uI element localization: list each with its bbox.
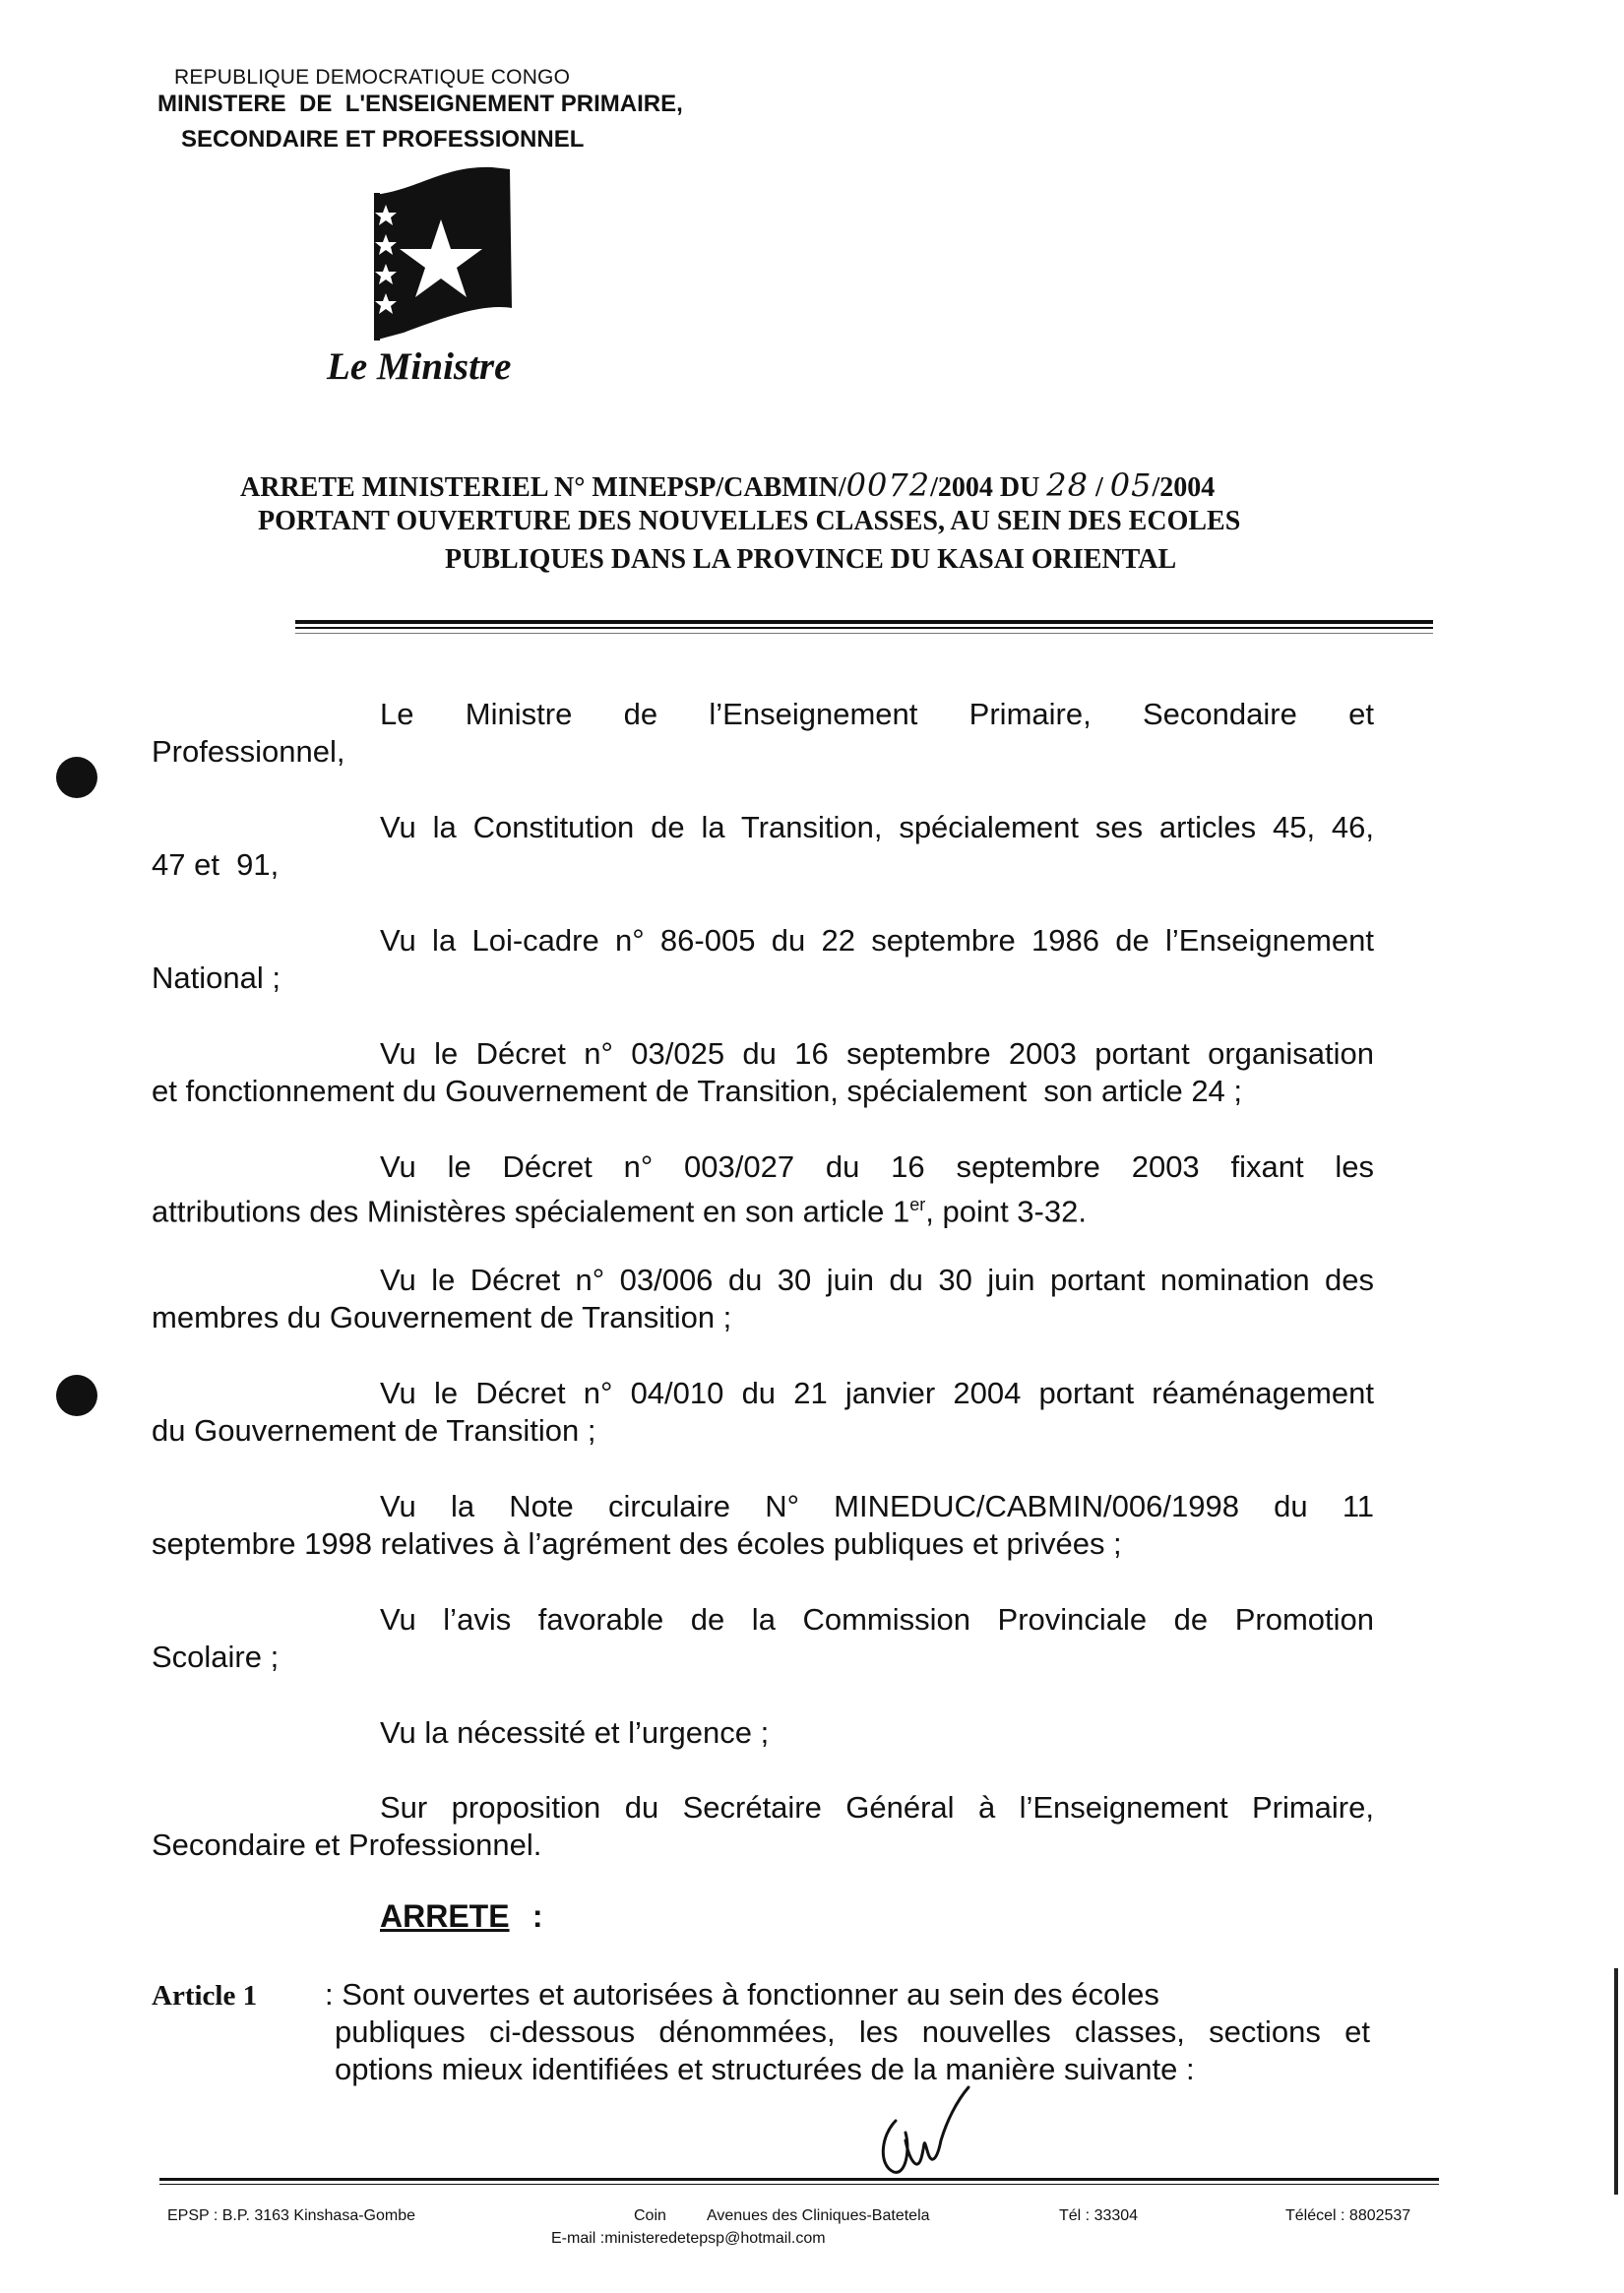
country-name: REPUBLIQUE DEMOCRATIQUE CONGO [174, 66, 571, 89]
footer-avenues: Avenues des Cliniques-Batetela [707, 2207, 930, 2224]
decree-title-prefix: ARRETE MINISTERIEL N° MINEPSP/CABMIN/ [240, 472, 846, 503]
decree-number-handwritten: 0072 [845, 466, 931, 504]
signatory-title: Le Ministre [327, 345, 512, 388]
preamble-decret-003-027-line2: attributions des Ministères spécialement en son article 1er, point 3-32. [152, 1194, 1087, 1229]
decree-title-line2: PORTANT OUVERTURE DES NOUVELLES CLASSES, AU SEIN DES ECOLES [258, 506, 1241, 536]
preamble-decret-03-006: Vu le Décret n° 03/006 du 30 juin du 30 juin portant nomination des membres du Gouvernement de Transition ; [152, 1263, 1374, 1334]
punch-hole-mark [56, 757, 97, 798]
article-1-text: : Sont ouvertes et autorisées à fonctionner au sein des écoles publiques ci-dessous dénommées, les nouvelles classes, sections et options mieux identifiées et structurées de la manière suivante : [325, 1977, 1370, 2086]
preamble-necessite: Vu la nécessité et l’urgence ; [380, 1715, 770, 1750]
decree-title-line3: PUBLIQUES DANS LA PROVINCE DU KASAI ORIENTAL [445, 544, 1177, 575]
date-separator: / [1089, 472, 1110, 503]
scan-edge-mark [1614, 1968, 1618, 2195]
preamble-constitution: Vu la Constitution de la Transition, spécialement ses articles 45, 46, 47 et 91, [152, 810, 1374, 882]
arrete-colon: : [524, 1898, 543, 1934]
decree-month-handwritten: 05 [1109, 466, 1153, 504]
footer-rule [159, 2178, 1439, 2181]
ministry-name-line2: SECONDAIRE ET PROFESSIONNEL [181, 126, 585, 153]
footer-coin: Coin [634, 2207, 666, 2224]
footer-tel: Tél : 33304 [1059, 2207, 1139, 2224]
decree-year: /2004 [1152, 472, 1216, 503]
title-rule [295, 620, 1433, 624]
preamble-proposition: Sur proposition du Secrétaire Général à l’Enseignement Primaire, Secondaire et Professionnel. [152, 1790, 1374, 1862]
preamble-loi-cadre: Vu la Loi-cadre n° 86-005 du 22 septembre 1986 de l’Enseignement National ; [152, 923, 1374, 995]
preamble-decret-04-010: Vu le Décret n° 04/010 du 21 janvier 2004 portant réaménagement du Gouvernement de Transition ; [152, 1376, 1374, 1448]
preamble-avis-favorable: Vu l’avis favorable de la Commission Provinciale de Promotion Scolaire ; [152, 1602, 1374, 1674]
handwritten-signature [866, 2081, 974, 2190]
preamble-minister: Le Ministre de l’Enseignement Primaire, Secondaire et Professionnel, [152, 697, 1374, 769]
footer-telecel: Télécel : 8802537 [1285, 2207, 1411, 2224]
footer-rule-secondary [159, 2184, 1439, 2185]
ministry-name-line1: MINISTERE DE L'ENSEIGNEMENT PRIMAIRE, [157, 91, 683, 117]
title-rule-secondary [295, 627, 1433, 629]
preamble-decret-03-025: Vu le Décret n° 03/025 du 16 septembre 2003 portant organisation et fonctionnement du Gouvernement de Transition, spécialement son article 24 ; [152, 1036, 1374, 1108]
decree-day-handwritten: 28 [1046, 466, 1090, 504]
title-rule-tertiary [295, 633, 1433, 634]
decree-title-mid: /2004 DU [930, 472, 1047, 503]
footer-email: E-mail :ministeredetepsp@hotmail.com [551, 2230, 826, 2247]
decree-title-line1 [240, 466, 1215, 504]
preamble-decret-003-027: Vu le Décret n° 003/027 du 16 septembre 2003 fixant les attributions des Ministères spécialement en son article 1er, point 3-32. [152, 1149, 1374, 1229]
footer-address: EPSP : B.P. 3163 Kinshasa-Gombe [167, 2207, 416, 2224]
preamble-note-circulaire: Vu la Note circulaire N° MINEDUC/CABMIN/006/1998 du 11 septembre 1998 relatives à l’agrément des écoles publiques et privées ; [152, 1489, 1374, 1561]
article-1-label: Article 1 [152, 1980, 258, 2012]
punch-hole-mark [56, 1375, 97, 1416]
arrete-heading: ARRETE [380, 1898, 510, 1934]
flag-star-emblem-icon [364, 165, 531, 342]
